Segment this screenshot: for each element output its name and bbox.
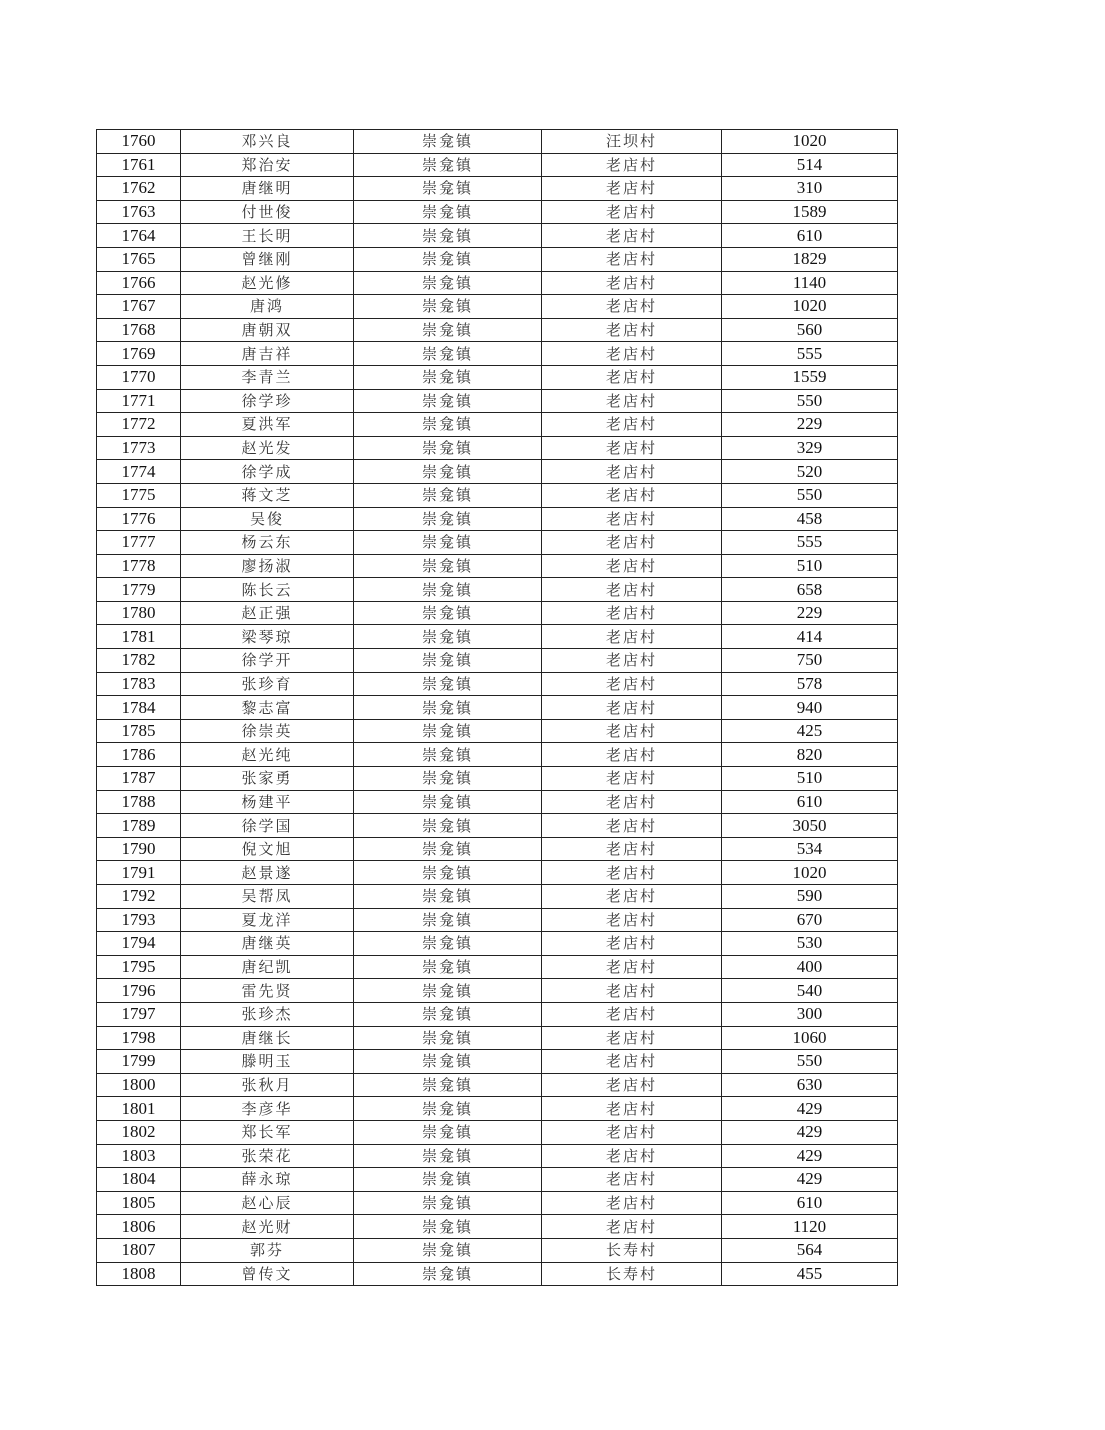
- town-cell: 崇龛镇: [354, 130, 542, 154]
- village-cell: 老店村: [542, 318, 722, 342]
- person-name-cell: 郑治安: [181, 153, 354, 177]
- table-row: [97, 1168, 898, 1192]
- town-cell: 崇龛镇: [354, 908, 542, 932]
- village-cell: 老店村: [542, 531, 722, 555]
- amount-cell: 455: [722, 1262, 898, 1286]
- village-cell: 老店村: [542, 436, 722, 460]
- row-number-cell: 1781: [97, 625, 181, 649]
- village-cell: 老店村: [542, 1191, 722, 1215]
- village-cell: 老店村: [542, 295, 722, 319]
- amount-cell: 429: [722, 1144, 898, 1168]
- amount-cell: 578: [722, 672, 898, 696]
- row-number-cell: 1761: [97, 153, 181, 177]
- person-name-cell: 薛永琼: [181, 1168, 354, 1192]
- row-number-cell: 1775: [97, 483, 181, 507]
- town-cell: 崇龛镇: [354, 507, 542, 531]
- village-cell: 老店村: [542, 554, 722, 578]
- table-row: [97, 1144, 898, 1168]
- amount-cell: 670: [722, 908, 898, 932]
- person-name-cell: 夏洪军: [181, 413, 354, 437]
- row-number-cell: 1774: [97, 460, 181, 484]
- person-name-cell: 李青兰: [181, 365, 354, 389]
- village-cell: 老店村: [542, 153, 722, 177]
- row-number-cell: 1770: [97, 365, 181, 389]
- amount-cell: 534: [722, 837, 898, 861]
- amount-cell: 310: [722, 177, 898, 201]
- table-row: [97, 295, 898, 319]
- row-number-cell: 1794: [97, 932, 181, 956]
- village-cell: 老店村: [542, 932, 722, 956]
- village-cell: 老店村: [542, 342, 722, 366]
- person-name-cell: 杨建平: [181, 790, 354, 814]
- person-name-cell: 赵景遂: [181, 861, 354, 885]
- village-cell: 老店村: [542, 507, 722, 531]
- amount-cell: 425: [722, 719, 898, 743]
- table-row: [97, 1097, 898, 1121]
- row-number-cell: 1793: [97, 908, 181, 932]
- row-number-cell: 1796: [97, 979, 181, 1003]
- town-cell: 崇龛镇: [354, 247, 542, 271]
- table-row: [97, 483, 898, 507]
- row-number-cell: 1779: [97, 578, 181, 602]
- village-cell: 老店村: [542, 1073, 722, 1097]
- amount-cell: 820: [722, 743, 898, 767]
- person-name-cell: 赵光财: [181, 1215, 354, 1239]
- amount-cell: 610: [722, 1191, 898, 1215]
- table-row: [97, 578, 898, 602]
- table-row: [97, 672, 898, 696]
- amount-cell: 329: [722, 436, 898, 460]
- town-cell: 崇龛镇: [354, 224, 542, 248]
- town-cell: 崇龛镇: [354, 885, 542, 909]
- amount-cell: 400: [722, 955, 898, 979]
- person-name-cell: 郑长军: [181, 1120, 354, 1144]
- amount-cell: 610: [722, 790, 898, 814]
- row-number-cell: 1782: [97, 649, 181, 673]
- person-name-cell: 徐崇英: [181, 719, 354, 743]
- town-cell: 崇龛镇: [354, 1168, 542, 1192]
- table-row: [97, 318, 898, 342]
- row-number-cell: 1791: [97, 861, 181, 885]
- row-number-cell: 1799: [97, 1050, 181, 1074]
- person-name-cell: 赵光纯: [181, 743, 354, 767]
- table-row: [97, 743, 898, 767]
- amount-cell: 1589: [722, 200, 898, 224]
- amount-cell: 429: [722, 1120, 898, 1144]
- amount-cell: 429: [722, 1168, 898, 1192]
- person-name-cell: 张珍育: [181, 672, 354, 696]
- table-row: [97, 1050, 898, 1074]
- village-cell: 老店村: [542, 177, 722, 201]
- amount-cell: 1829: [722, 247, 898, 271]
- table-row: [97, 1215, 898, 1239]
- amount-cell: 520: [722, 460, 898, 484]
- table-row: [97, 436, 898, 460]
- row-number-cell: 1800: [97, 1073, 181, 1097]
- amount-cell: 514: [722, 153, 898, 177]
- row-number-cell: 1772: [97, 413, 181, 437]
- row-number-cell: 1785: [97, 719, 181, 743]
- town-cell: 崇龛镇: [354, 318, 542, 342]
- person-name-cell: 梁琴琼: [181, 625, 354, 649]
- town-cell: 崇龛镇: [354, 1238, 542, 1262]
- table-row: [97, 696, 898, 720]
- village-cell: 老店村: [542, 696, 722, 720]
- person-name-cell: 唐纪凯: [181, 955, 354, 979]
- village-cell: 长寿村: [542, 1262, 722, 1286]
- amount-cell: 1559: [722, 365, 898, 389]
- row-number-cell: 1773: [97, 436, 181, 460]
- town-cell: 崇龛镇: [354, 153, 542, 177]
- person-name-cell: 夏龙洋: [181, 908, 354, 932]
- amount-cell: 429: [722, 1097, 898, 1121]
- person-name-cell: 张秋月: [181, 1073, 354, 1097]
- village-cell: 老店村: [542, 271, 722, 295]
- village-cell: 老店村: [542, 1050, 722, 1074]
- table-row: [97, 271, 898, 295]
- town-cell: 崇龛镇: [354, 1144, 542, 1168]
- table-row: [97, 1073, 898, 1097]
- row-number-cell: 1807: [97, 1238, 181, 1262]
- person-name-cell: 张珍杰: [181, 1002, 354, 1026]
- table-row: [97, 719, 898, 743]
- person-name-cell: 李彦华: [181, 1097, 354, 1121]
- amount-cell: 229: [722, 601, 898, 625]
- table-row: [97, 1191, 898, 1215]
- village-cell: 老店村: [542, 719, 722, 743]
- table-row: [97, 177, 898, 201]
- town-cell: 崇龛镇: [354, 365, 542, 389]
- village-cell: 老店村: [542, 1144, 722, 1168]
- person-name-cell: 邓兴良: [181, 130, 354, 154]
- table-row: [97, 460, 898, 484]
- table-row: [97, 790, 898, 814]
- amount-cell: 550: [722, 483, 898, 507]
- town-cell: 崇龛镇: [354, 1002, 542, 1026]
- person-name-cell: 赵心辰: [181, 1191, 354, 1215]
- person-name-cell: 徐学珍: [181, 389, 354, 413]
- person-name-cell: 唐朝双: [181, 318, 354, 342]
- town-cell: 崇龛镇: [354, 1191, 542, 1215]
- village-cell: 老店村: [542, 1168, 722, 1192]
- table-row: [97, 861, 898, 885]
- village-cell: 老店村: [542, 200, 722, 224]
- town-cell: 崇龛镇: [354, 743, 542, 767]
- village-cell: 老店村: [542, 1002, 722, 1026]
- amount-cell: 3050: [722, 814, 898, 838]
- person-name-cell: 王长明: [181, 224, 354, 248]
- village-cell: 老店村: [542, 908, 722, 932]
- row-number-cell: 1783: [97, 672, 181, 696]
- row-number-cell: 1769: [97, 342, 181, 366]
- village-cell: 老店村: [542, 483, 722, 507]
- row-number-cell: 1808: [97, 1262, 181, 1286]
- person-name-cell: 滕明玉: [181, 1050, 354, 1074]
- amount-cell: 1020: [722, 861, 898, 885]
- town-cell: 崇龛镇: [354, 483, 542, 507]
- person-name-cell: 吴帮凤: [181, 885, 354, 909]
- village-cell: 老店村: [542, 649, 722, 673]
- amount-cell: 510: [722, 767, 898, 791]
- row-number-cell: 1802: [97, 1120, 181, 1144]
- person-name-cell: 郭芬: [181, 1238, 354, 1262]
- table-row: [97, 767, 898, 791]
- row-number-cell: 1764: [97, 224, 181, 248]
- town-cell: 崇龛镇: [354, 578, 542, 602]
- village-cell: 老店村: [542, 814, 722, 838]
- amount-cell: 540: [722, 979, 898, 1003]
- town-cell: 崇龛镇: [354, 837, 542, 861]
- town-cell: 崇龛镇: [354, 979, 542, 1003]
- village-cell: 老店村: [542, 365, 722, 389]
- row-number-cell: 1787: [97, 767, 181, 791]
- table-row: [97, 531, 898, 555]
- town-cell: 崇龛镇: [354, 1215, 542, 1239]
- table-row: [97, 1026, 898, 1050]
- amount-cell: 630: [722, 1073, 898, 1097]
- village-cell: 老店村: [542, 1215, 722, 1239]
- town-cell: 崇龛镇: [354, 342, 542, 366]
- person-name-cell: 徐学国: [181, 814, 354, 838]
- village-cell: 老店村: [542, 389, 722, 413]
- village-cell: 老店村: [542, 767, 722, 791]
- village-cell: 老店村: [542, 1120, 722, 1144]
- village-cell: 老店村: [542, 247, 722, 271]
- row-number-cell: 1806: [97, 1215, 181, 1239]
- village-cell: 老店村: [542, 1097, 722, 1121]
- village-cell: 汪坝村: [542, 130, 722, 154]
- row-number-cell: 1766: [97, 271, 181, 295]
- table-row: [97, 130, 898, 154]
- town-cell: 崇龛镇: [354, 696, 542, 720]
- village-cell: 长寿村: [542, 1238, 722, 1262]
- town-cell: 崇龛镇: [354, 460, 542, 484]
- table-row: [97, 153, 898, 177]
- table-row: [97, 554, 898, 578]
- town-cell: 崇龛镇: [354, 1097, 542, 1121]
- village-cell: 老店村: [542, 861, 722, 885]
- town-cell: 崇龛镇: [354, 271, 542, 295]
- row-number-cell: 1797: [97, 1002, 181, 1026]
- person-name-cell: 杨云东: [181, 531, 354, 555]
- table-row: [97, 932, 898, 956]
- town-cell: 崇龛镇: [354, 531, 542, 555]
- records-table-body: [97, 130, 898, 1286]
- town-cell: 崇龛镇: [354, 436, 542, 460]
- amount-cell: 1060: [722, 1026, 898, 1050]
- person-name-cell: 曾传文: [181, 1262, 354, 1286]
- town-cell: 崇龛镇: [354, 767, 542, 791]
- person-name-cell: 吴俊: [181, 507, 354, 531]
- town-cell: 崇龛镇: [354, 295, 542, 319]
- table-row: [97, 413, 898, 437]
- table-row: [97, 224, 898, 248]
- person-name-cell: 曾继刚: [181, 247, 354, 271]
- amount-cell: 414: [722, 625, 898, 649]
- town-cell: 崇龛镇: [354, 672, 542, 696]
- village-cell: 老店村: [542, 672, 722, 696]
- table-row: [97, 247, 898, 271]
- row-number-cell: 1801: [97, 1097, 181, 1121]
- town-cell: 崇龛镇: [354, 1073, 542, 1097]
- row-number-cell: 1768: [97, 318, 181, 342]
- person-name-cell: 黎志富: [181, 696, 354, 720]
- town-cell: 崇龛镇: [354, 932, 542, 956]
- amount-cell: 510: [722, 554, 898, 578]
- village-cell: 老店村: [542, 601, 722, 625]
- town-cell: 崇龛镇: [354, 177, 542, 201]
- village-cell: 老店村: [542, 743, 722, 767]
- town-cell: 崇龛镇: [354, 955, 542, 979]
- table-row: [97, 814, 898, 838]
- table-row: [97, 507, 898, 531]
- row-number-cell: 1788: [97, 790, 181, 814]
- amount-cell: 1020: [722, 130, 898, 154]
- table-row: [97, 649, 898, 673]
- town-cell: 崇龛镇: [354, 1050, 542, 1074]
- village-cell: 老店村: [542, 413, 722, 437]
- town-cell: 崇龛镇: [354, 625, 542, 649]
- town-cell: 崇龛镇: [354, 1120, 542, 1144]
- table-row: [97, 1002, 898, 1026]
- row-number-cell: 1792: [97, 885, 181, 909]
- amount-cell: 658: [722, 578, 898, 602]
- table-row: [97, 601, 898, 625]
- amount-cell: 1020: [722, 295, 898, 319]
- table-row: [97, 342, 898, 366]
- row-number-cell: 1795: [97, 955, 181, 979]
- amount-cell: 750: [722, 649, 898, 673]
- town-cell: 崇龛镇: [354, 200, 542, 224]
- person-name-cell: 付世俊: [181, 200, 354, 224]
- row-number-cell: 1762: [97, 177, 181, 201]
- amount-cell: 229: [722, 413, 898, 437]
- table-row: [97, 365, 898, 389]
- village-cell: 老店村: [542, 837, 722, 861]
- row-number-cell: 1776: [97, 507, 181, 531]
- person-name-cell: 蒋文芝: [181, 483, 354, 507]
- amount-cell: 610: [722, 224, 898, 248]
- row-number-cell: 1805: [97, 1191, 181, 1215]
- amount-cell: 530: [722, 932, 898, 956]
- table-row: [97, 955, 898, 979]
- person-name-cell: 唐鸿: [181, 295, 354, 319]
- town-cell: 崇龛镇: [354, 1026, 542, 1050]
- town-cell: 崇龛镇: [354, 389, 542, 413]
- row-number-cell: 1786: [97, 743, 181, 767]
- town-cell: 崇龛镇: [354, 554, 542, 578]
- person-name-cell: 唐继明: [181, 177, 354, 201]
- amount-cell: 550: [722, 389, 898, 413]
- table-row: [97, 885, 898, 909]
- amount-cell: 590: [722, 885, 898, 909]
- row-number-cell: 1784: [97, 696, 181, 720]
- town-cell: 崇龛镇: [354, 1262, 542, 1286]
- amount-cell: 564: [722, 1238, 898, 1262]
- amount-cell: 555: [722, 531, 898, 555]
- row-number-cell: 1780: [97, 601, 181, 625]
- village-cell: 老店村: [542, 955, 722, 979]
- person-name-cell: 徐学开: [181, 649, 354, 673]
- row-number-cell: 1789: [97, 814, 181, 838]
- village-cell: 老店村: [542, 625, 722, 649]
- records-table: [96, 129, 898, 1286]
- village-cell: 老店村: [542, 885, 722, 909]
- town-cell: 崇龛镇: [354, 861, 542, 885]
- table-row: [97, 1120, 898, 1144]
- person-name-cell: 徐学成: [181, 460, 354, 484]
- amount-cell: 550: [722, 1050, 898, 1074]
- village-cell: 老店村: [542, 979, 722, 1003]
- table-row: [97, 389, 898, 413]
- town-cell: 崇龛镇: [354, 814, 542, 838]
- village-cell: 老店村: [542, 460, 722, 484]
- person-name-cell: 赵正强: [181, 601, 354, 625]
- table-row: [97, 837, 898, 861]
- person-name-cell: 唐继英: [181, 932, 354, 956]
- person-name-cell: 张家勇: [181, 767, 354, 791]
- row-number-cell: 1760: [97, 130, 181, 154]
- row-number-cell: 1804: [97, 1168, 181, 1192]
- person-name-cell: 赵光发: [181, 436, 354, 460]
- amount-cell: 555: [722, 342, 898, 366]
- town-cell: 崇龛镇: [354, 413, 542, 437]
- person-name-cell: 倪文旭: [181, 837, 354, 861]
- table-row: [97, 908, 898, 932]
- row-number-cell: 1798: [97, 1026, 181, 1050]
- row-number-cell: 1790: [97, 837, 181, 861]
- row-number-cell: 1771: [97, 389, 181, 413]
- town-cell: 崇龛镇: [354, 601, 542, 625]
- table-row: [97, 1262, 898, 1286]
- village-cell: 老店村: [542, 790, 722, 814]
- row-number-cell: 1803: [97, 1144, 181, 1168]
- person-name-cell: 廖扬淑: [181, 554, 354, 578]
- amount-cell: 300: [722, 1002, 898, 1026]
- town-cell: 崇龛镇: [354, 790, 542, 814]
- amount-cell: 1140: [722, 271, 898, 295]
- row-number-cell: 1777: [97, 531, 181, 555]
- amount-cell: 1120: [722, 1215, 898, 1239]
- person-name-cell: 张荣花: [181, 1144, 354, 1168]
- person-name-cell: 雷先贤: [181, 979, 354, 1003]
- row-number-cell: 1778: [97, 554, 181, 578]
- village-cell: 老店村: [542, 1026, 722, 1050]
- row-number-cell: 1767: [97, 295, 181, 319]
- village-cell: 老店村: [542, 578, 722, 602]
- table-row: [97, 625, 898, 649]
- row-number-cell: 1765: [97, 247, 181, 271]
- person-name-cell: 陈长云: [181, 578, 354, 602]
- town-cell: 崇龛镇: [354, 719, 542, 743]
- person-name-cell: 唐吉祥: [181, 342, 354, 366]
- person-name-cell: 赵光修: [181, 271, 354, 295]
- town-cell: 崇龛镇: [354, 649, 542, 673]
- person-name-cell: 唐继长: [181, 1026, 354, 1050]
- amount-cell: 940: [722, 696, 898, 720]
- table-row: [97, 979, 898, 1003]
- amount-cell: 458: [722, 507, 898, 531]
- table-row: [97, 1238, 898, 1262]
- village-cell: 老店村: [542, 224, 722, 248]
- amount-cell: 560: [722, 318, 898, 342]
- table-row: [97, 200, 898, 224]
- row-number-cell: 1763: [97, 200, 181, 224]
